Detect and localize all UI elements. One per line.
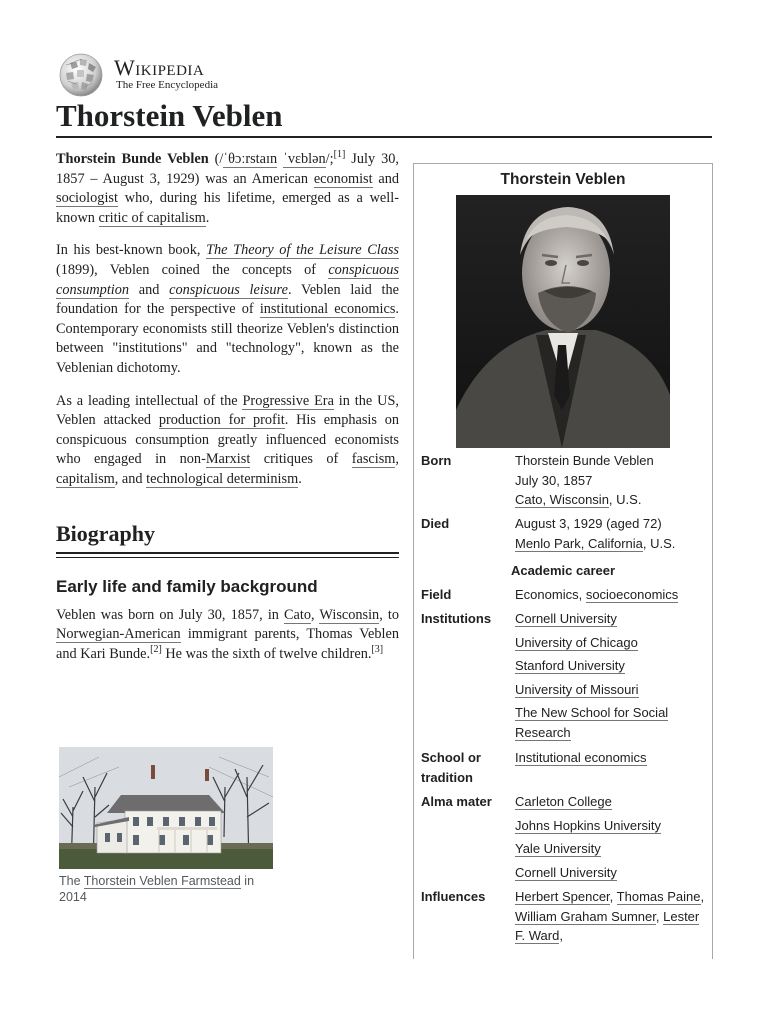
link-conspicuous-consumption[interactable]: conspicuous consumption bbox=[56, 261, 399, 298]
infobox-value-alma-mater bbox=[515, 792, 705, 886]
intro-paragraph-1 bbox=[56, 150, 399, 228]
link-production-for-profit[interactable]: production for profit bbox=[158, 412, 285, 429]
text-segment: . Contemporary economists still theorize Veblen's distinction between "institutions" and "technology", known as the Veblenian dichotomy. bbox=[56, 301, 399, 376]
text-segment: , to bbox=[379, 606, 399, 623]
link-norwegian-american[interactable]: Norwegian-American bbox=[56, 626, 181, 643]
link-institution[interactable]: Cornell University bbox=[515, 611, 617, 626]
citation-1[interactable]: [1] bbox=[333, 149, 346, 161]
text-segment: Economics, bbox=[515, 587, 586, 602]
infobox-label-influences: Influences bbox=[421, 889, 486, 904]
born-place bbox=[515, 490, 705, 510]
page-title: Thorstein Veblen bbox=[56, 98, 283, 133]
link-influence[interactable]: Herbert Spencer bbox=[515, 889, 610, 904]
farmstead-figure bbox=[59, 747, 274, 905]
farmstead-caption bbox=[59, 873, 274, 905]
alma-item bbox=[515, 839, 705, 859]
portrait-photo[interactable] bbox=[456, 195, 670, 448]
institution-item bbox=[515, 656, 705, 676]
text-segment: in 2014 bbox=[59, 874, 255, 904]
infobox-value-born bbox=[515, 451, 705, 510]
early-life-paragraph bbox=[56, 606, 399, 665]
text-segment: He was the sixth of twelve children. bbox=[161, 645, 372, 662]
text-segment: and bbox=[129, 281, 170, 298]
text-segment: July 30, 1857 – August 3, 1929) was an American bbox=[56, 151, 400, 187]
article-body bbox=[56, 150, 399, 677]
infobox-label-school: School or tradition bbox=[421, 750, 481, 785]
text-segment: (/ bbox=[208, 151, 224, 167]
institution-item bbox=[515, 703, 705, 742]
link-fascism[interactable]: fascism bbox=[351, 451, 396, 468]
text-segment: , U.S. bbox=[608, 492, 642, 507]
text-segment: . Veblen laid the foundation for the perspective of bbox=[56, 281, 399, 318]
link-influence[interactable]: Thomas Paine bbox=[616, 889, 701, 904]
subject-name: Thorstein Bunde Veblen bbox=[56, 151, 209, 167]
text-segment: critiques of bbox=[250, 451, 352, 468]
link-institution[interactable]: The New School for Social Research bbox=[515, 705, 669, 740]
infobox-title: Thorstein Veblen bbox=[500, 171, 626, 188]
text-segment: Veblen was born on July 30, 1857, in bbox=[56, 606, 285, 623]
text-segment: . bbox=[205, 209, 210, 226]
link-school[interactable]: Institutional economics bbox=[515, 750, 647, 765]
ipa-link-first[interactable]: ˈθɔːrstaɪn bbox=[223, 151, 278, 167]
text-segment: in the US, Veblen attacked bbox=[56, 392, 399, 429]
link-socioeconomics[interactable]: socioeconomics bbox=[585, 587, 679, 602]
text-segment: , bbox=[655, 908, 664, 924]
died-place bbox=[515, 534, 705, 554]
link-died-place[interactable]: Menlo Park, California bbox=[515, 535, 643, 551]
alma-item bbox=[515, 816, 705, 836]
link-theory-of-leisure-class[interactable]: The Theory of the Leisure Class bbox=[206, 242, 399, 259]
died-date: August 3, 1929 (aged 72) bbox=[515, 516, 662, 531]
link-alma[interactable]: Yale University bbox=[515, 841, 601, 856]
text-segment: . His emphasis on conspicuous consumption greatly influenced economists who engaged in non- bbox=[56, 412, 399, 468]
link-alma[interactable]: Carleton College bbox=[515, 794, 612, 809]
link-institution[interactable]: University of Missouri bbox=[515, 681, 639, 697]
link-capitalism[interactable]: capitalism bbox=[56, 470, 115, 487]
link-critic-of-capitalism[interactable]: critic of capitalism bbox=[98, 209, 206, 226]
citation-2[interactable]: [2] bbox=[150, 643, 162, 655]
wikipedia-globe-icon[interactable] bbox=[56, 53, 106, 97]
link-cato[interactable]: Cato bbox=[284, 606, 312, 623]
infobox-label-born: Born bbox=[421, 453, 452, 468]
ipa-link-last[interactable]: ˈvɛblən bbox=[283, 151, 326, 167]
subsection-heading-early-life: Early life and family background bbox=[56, 576, 318, 596]
link-alma[interactable]: Cornell University bbox=[515, 864, 617, 880]
wikipedia-wordmark[interactable]: Wikipedia bbox=[114, 55, 205, 80]
link-farmstead[interactable]: Thorstein Veblen Farmstead bbox=[83, 874, 241, 888]
text-segment: , bbox=[395, 451, 399, 468]
link-institution[interactable]: Stanford University bbox=[515, 658, 625, 673]
wikipedia-tagline: The Free Encyclopedia bbox=[116, 79, 219, 91]
title-divider bbox=[56, 136, 712, 138]
alma-item bbox=[515, 863, 705, 883]
text-segment: As a leading intellectual of the bbox=[56, 392, 243, 409]
institution-item bbox=[515, 609, 705, 629]
infobox-value-field bbox=[515, 585, 705, 605]
link-technological-determinism[interactable]: technological determinism bbox=[146, 470, 299, 487]
text-segment: In his best-known book, bbox=[56, 242, 207, 259]
text-segment: immigrant parents, Thomas Veblen and Kari Bunde. bbox=[56, 626, 399, 662]
link-institution[interactable]: University of Chicago bbox=[515, 634, 638, 650]
text-segment: , bbox=[311, 606, 320, 623]
text-segment: The bbox=[59, 874, 84, 888]
text-segment: , bbox=[609, 889, 617, 904]
link-economist[interactable]: economist bbox=[313, 170, 373, 187]
link-born-place[interactable]: Cato, Wisconsin bbox=[515, 492, 609, 507]
citation-3[interactable]: [3] bbox=[371, 643, 384, 655]
text-segment: . bbox=[298, 470, 302, 487]
link-alma[interactable]: Johns Hopkins University bbox=[515, 817, 661, 833]
text-segment: , bbox=[559, 928, 563, 943]
infobox-value-school bbox=[515, 748, 705, 768]
infobox-academic-career-header: Academic career bbox=[510, 563, 616, 578]
link-wisconsin[interactable]: Wisconsin bbox=[319, 606, 380, 623]
infobox-label-institutions: Institutions bbox=[421, 611, 492, 626]
infobox-label-died: Died bbox=[421, 516, 450, 531]
link-marxist[interactable]: Marxist bbox=[205, 451, 251, 468]
text-segment: who, during his lifetime, emerged as a well-known bbox=[56, 190, 399, 226]
farmstead-photo[interactable] bbox=[59, 747, 273, 869]
link-progressive-era[interactable]: Progressive Era bbox=[242, 392, 334, 409]
link-influence[interactable]: Lester F. Ward bbox=[515, 908, 700, 943]
section-heading-biography: Biography bbox=[56, 520, 156, 546]
intro-paragraph-2 bbox=[56, 241, 399, 378]
section-divider bbox=[56, 552, 399, 558]
text-segment: /; bbox=[325, 151, 334, 167]
text-segment: , and bbox=[114, 470, 147, 487]
born-name: Thorstein Bunde Veblen bbox=[515, 453, 654, 468]
infobox-label-field: Field bbox=[421, 587, 452, 602]
link-conspicuous-leisure[interactable]: conspicuous leisure bbox=[169, 281, 288, 298]
born-date: July 30, 1857 bbox=[515, 472, 593, 488]
text-segment: (1899), Veblen coined the concepts of bbox=[56, 261, 329, 278]
text-segment: , bbox=[700, 889, 705, 904]
infobox bbox=[413, 163, 713, 959]
institution-item bbox=[515, 633, 705, 653]
text-segment: , U.S. bbox=[642, 535, 676, 551]
link-influence[interactable]: William Graham Sumner bbox=[515, 908, 656, 924]
link-sociologist[interactable]: sociologist bbox=[56, 190, 118, 207]
text-segment: and bbox=[372, 170, 400, 187]
infobox-label-alma-mater: Alma mater bbox=[421, 794, 492, 809]
link-institutional-economics[interactable]: institutional economics bbox=[259, 301, 396, 318]
intro-paragraph-3 bbox=[56, 392, 399, 490]
alma-item bbox=[515, 792, 705, 812]
infobox-value-died bbox=[515, 514, 705, 553]
infobox-value-influences bbox=[515, 887, 705, 946]
institution-item bbox=[515, 680, 705, 700]
infobox-value-institutions bbox=[515, 609, 705, 746]
